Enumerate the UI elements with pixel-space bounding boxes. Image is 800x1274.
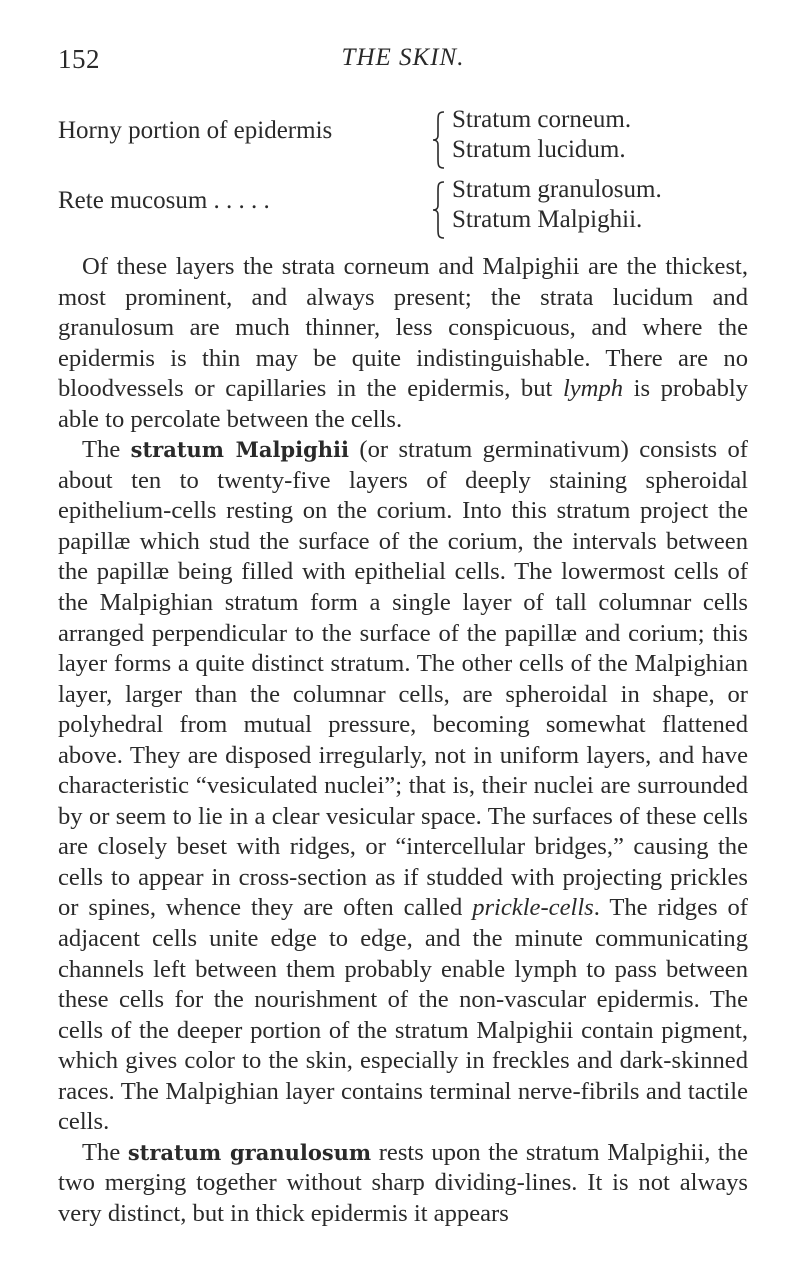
paragraph xyxy=(58,435,748,1138)
paragraph xyxy=(58,1138,748,1230)
text-segment: rests upon the stratum Malpighii, the two merging together without sharp dividing-lines. It is not always very distinct, but in thick epidermis it appears xyxy=(58,1138,748,1227)
paragraph xyxy=(58,252,748,435)
text-segment: The xyxy=(82,436,131,464)
stratum-item: Stratum lucidum. xyxy=(452,136,626,163)
page-number: 152 xyxy=(58,44,100,74)
curly-brace-icon xyxy=(432,111,446,169)
text-segment: . The ridges of adjacent cells unite edge to edge, and the minute communicating channels left between them probably enable lymph to pass between these cells for the nourishment of the non-vascular epidermis. The cells of the deeper portion of the stratum Malpighii contain pigment, which gives color to the skin, especially in freckles and dark-skinned races. The Malpighian layer contains terminal nerve-fibrils and tactile cells. xyxy=(58,894,748,1136)
group-items xyxy=(452,175,662,235)
running-title: THE SKIN. xyxy=(341,44,465,71)
body-text xyxy=(58,252,748,1230)
strata-group-horny xyxy=(58,105,748,175)
term-stratum-granulosum: stratum granulosum xyxy=(127,1139,372,1165)
stratum-item: Stratum granulosum. xyxy=(452,176,662,203)
stratum-item: Stratum corneum. xyxy=(452,106,632,133)
text-segment: is probably able to percolate between the cells. xyxy=(58,375,749,433)
group-label: Horny portion of epidermis xyxy=(58,117,333,144)
emphasis-prickle-cells: prickle-cells xyxy=(472,894,594,922)
text-segment: Of these layers the strata corneum and Malpighii are the thickest, most prominent, and always present; the strata lucidum and granulosum are much thinner, less conspicuous, and where the epidermis is thin may be quite indistinguishable. There are no bloodvessels or capillaries in the epidermis, but xyxy=(58,253,748,403)
page-header xyxy=(58,44,748,84)
group-label: Rete mucosum . . . . . xyxy=(58,187,270,214)
strata-group-rete xyxy=(58,175,748,245)
text-segment: (or stratum germinativum) consists of about ten to twenty-five layers of deeply staining spheroidal epithelium-cells resting on the corium. Into this stratum project the papillæ which stud the surface of the corium, the intervals between the papillæ being filled with epithelial cells. The lowermost cells of the Malpighian stratum form a single layer of tall columnar cells arranged perpendicular to the surface of the papillæ and corium; this layer forms a quite distinct stratum. The other cells of the Malpighian layer, larger than the columnar cells, are spheroidal in shape, or polyhedral from mutual pressure, becoming somewhat flattened above. They are disposed irregularly, not in uniform layers, and have characteristic “vesiculated nuclei”; that is, their nuclei are surrounded by or seem to lie in a clear vesicular space. The surfaces of these cells are closely beset with ridges, or “intercellular bridges,” causing the cells to appear in cross-section as if studded with projecting prickles or spines, whence they are often called xyxy=(58,436,748,922)
group-items xyxy=(452,105,631,165)
emphasis-lymph: lymph xyxy=(562,375,624,403)
strata-table xyxy=(58,105,748,245)
stratum-item: Stratum Malpighii. xyxy=(452,206,643,233)
term-stratum-malpighii: stratum Malpighii xyxy=(130,437,349,463)
text-segment: The xyxy=(82,1138,128,1166)
curly-brace-icon xyxy=(432,181,446,239)
